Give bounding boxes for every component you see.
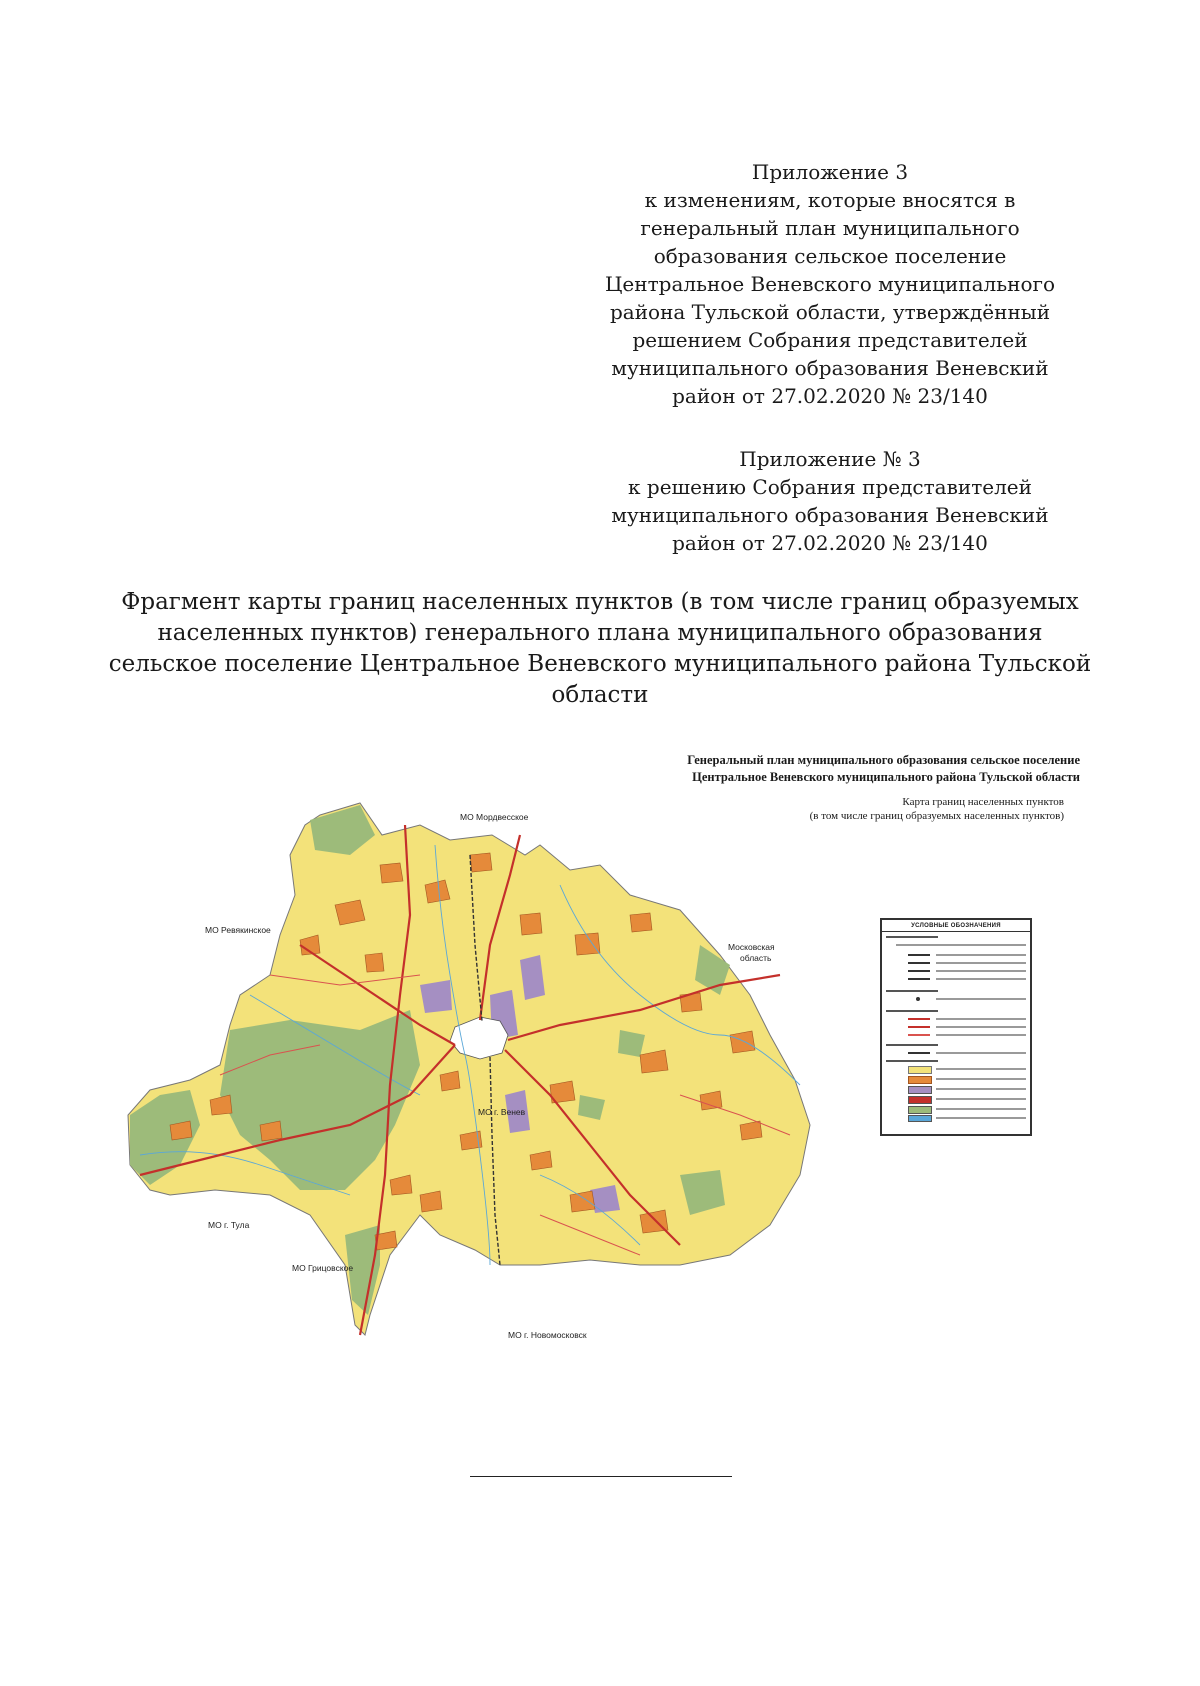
appendix-line: к изменениям, которые вносятся в [644,188,1016,212]
legend-row [886,976,1026,982]
legend-row-text [936,970,1026,972]
legend-symbol-territory [908,1066,932,1074]
legend-row-text [936,1018,1026,1020]
legend-symbol-border [908,970,930,972]
appendix-line: Приложение № 3 [739,447,921,471]
settlement-boundaries-map [120,795,820,1345]
legend-symbol-border [908,962,930,964]
appendix-line: район от 27.02.2020 № 23/140 [672,531,988,555]
document-title [100,587,1100,711]
legend-symbol-water [908,1115,932,1122]
settlement [420,1191,442,1212]
neighbor-label-revyakinskoe: МО Ревякинское [205,925,271,935]
legend-row [886,1016,1026,1022]
legend-row-text [936,1108,1026,1110]
settlement [365,953,384,972]
legend-symbol-border [908,954,930,956]
settlement [520,913,542,935]
legend-symbol-road [908,1026,930,1028]
legend-row [886,1096,1026,1102]
legend-row-text [896,944,1026,946]
settlement [380,863,403,883]
appendix-line: Приложение 3 [751,160,909,184]
settlement [730,1031,755,1053]
appendix-header-changes [600,158,1060,410]
appendix-line: район от 27.02.2020 № 23/140 [672,384,988,408]
legend-row-text [936,1088,1026,1090]
legend-section-heading [886,1060,938,1062]
appendix-line: решением Собрания представителей [632,328,1028,352]
map-subtitle-line: Карта границ населенных пунктов [902,796,1064,808]
legend-row [886,942,1026,948]
legend-symbol-rail [908,1052,930,1054]
legend-row-text [936,954,1026,956]
legend-row-text [936,978,1026,980]
appendix-line: муниципального образования Веневский [611,356,1049,380]
legend-symbol-settlement [908,1076,932,1084]
settlement [570,1191,595,1212]
legend-symbol-point [916,997,920,1001]
legend-symbol-forest [908,1106,932,1114]
legend-row-text [936,998,1026,1000]
legend-row-text [936,1026,1026,1028]
legend-row-text [936,1052,1026,1054]
legend-row [886,996,1026,1002]
appendix-line: образования сельское поселение [653,244,1007,268]
legend-row [886,1066,1026,1072]
map-title-line: Генеральный план муниципального образования сельское поселение [687,753,1080,767]
legend-row-text [936,1068,1026,1070]
legend-body [882,932,1030,1122]
legend-row [886,1106,1026,1112]
legend-symbol-road [908,1034,930,1036]
appendix-line: Центральное Веневского муниципального [604,272,1056,296]
legend-row [886,1115,1026,1121]
legend-row-text [936,1098,1026,1100]
appendix-line: к решению Собрания представителей [628,475,1032,499]
map-title [600,752,1080,786]
legend-row [886,952,1026,958]
neighbor-label-mordvesskoe: МО Мордвесское [460,812,529,822]
appendix-line: района Тульской области, утверждённый [609,300,1051,324]
map-title-line: Центральное Веневского муниципального района Тульской области [692,770,1080,784]
map-legend [880,918,1032,1136]
legend-section-heading [886,1010,938,1012]
production-zone [420,980,452,1013]
legend-row-text [936,1117,1026,1119]
legend-row-text [936,962,1026,964]
legend-row [886,1050,1026,1056]
legend-symbol-border [908,978,930,980]
legend-symbol-production [908,1086,932,1094]
neighbor-label-tula: МО г. Тула [208,1220,250,1230]
title-line: области [551,682,649,708]
settlement [470,853,492,872]
legend-symbol-road [908,1018,930,1020]
neighbor-label-gritsovskoe: МО Грицовское [292,1263,354,1273]
neighbor-label-moscow-oblast: Московская [728,942,775,952]
title-line: Фрагмент карты границ населенных пунктов (в том числе границ образуемых [121,589,1079,615]
map-svg [120,795,820,1345]
appendix-line: генеральный план муниципального [640,216,1020,240]
legend-symbol-zone [908,1096,932,1104]
legend-row-text [936,1034,1026,1036]
legend-row [886,1086,1026,1092]
title-line: населенных пунктов) генерального плана муниципального образования [157,620,1043,646]
legend-section-heading [886,936,938,938]
appendix-line: муниципального образования Веневский [611,503,1049,527]
title-line: сельское поселение Центральное Веневского муниципального района Тульской [108,651,1092,677]
legend-row [886,960,1026,966]
settlement [630,913,652,932]
legend-row-text [936,1078,1026,1080]
legend-section-heading [886,1044,938,1046]
legend-section-heading [886,990,938,992]
appendix-header-decision [600,445,1060,557]
neighbor-label-moscow-oblast-2: область [740,953,772,963]
legend-row [886,1076,1026,1082]
neighbor-label-novomoskovsk: МО г. Новомосковск [508,1330,587,1340]
map-subtitle-line: (в том числе границ образуемых населенных пунктов) [809,810,1064,822]
neighbor-label-venev: МО г. Венев [478,1107,526,1117]
legend-row [886,1032,1026,1038]
legend-row [886,1024,1026,1030]
legend-row [886,968,1026,974]
legend-title: УСЛОВНЫЕ ОБОЗНАЧЕНИЯ [882,920,1030,932]
closing-rule-line [470,1476,732,1477]
